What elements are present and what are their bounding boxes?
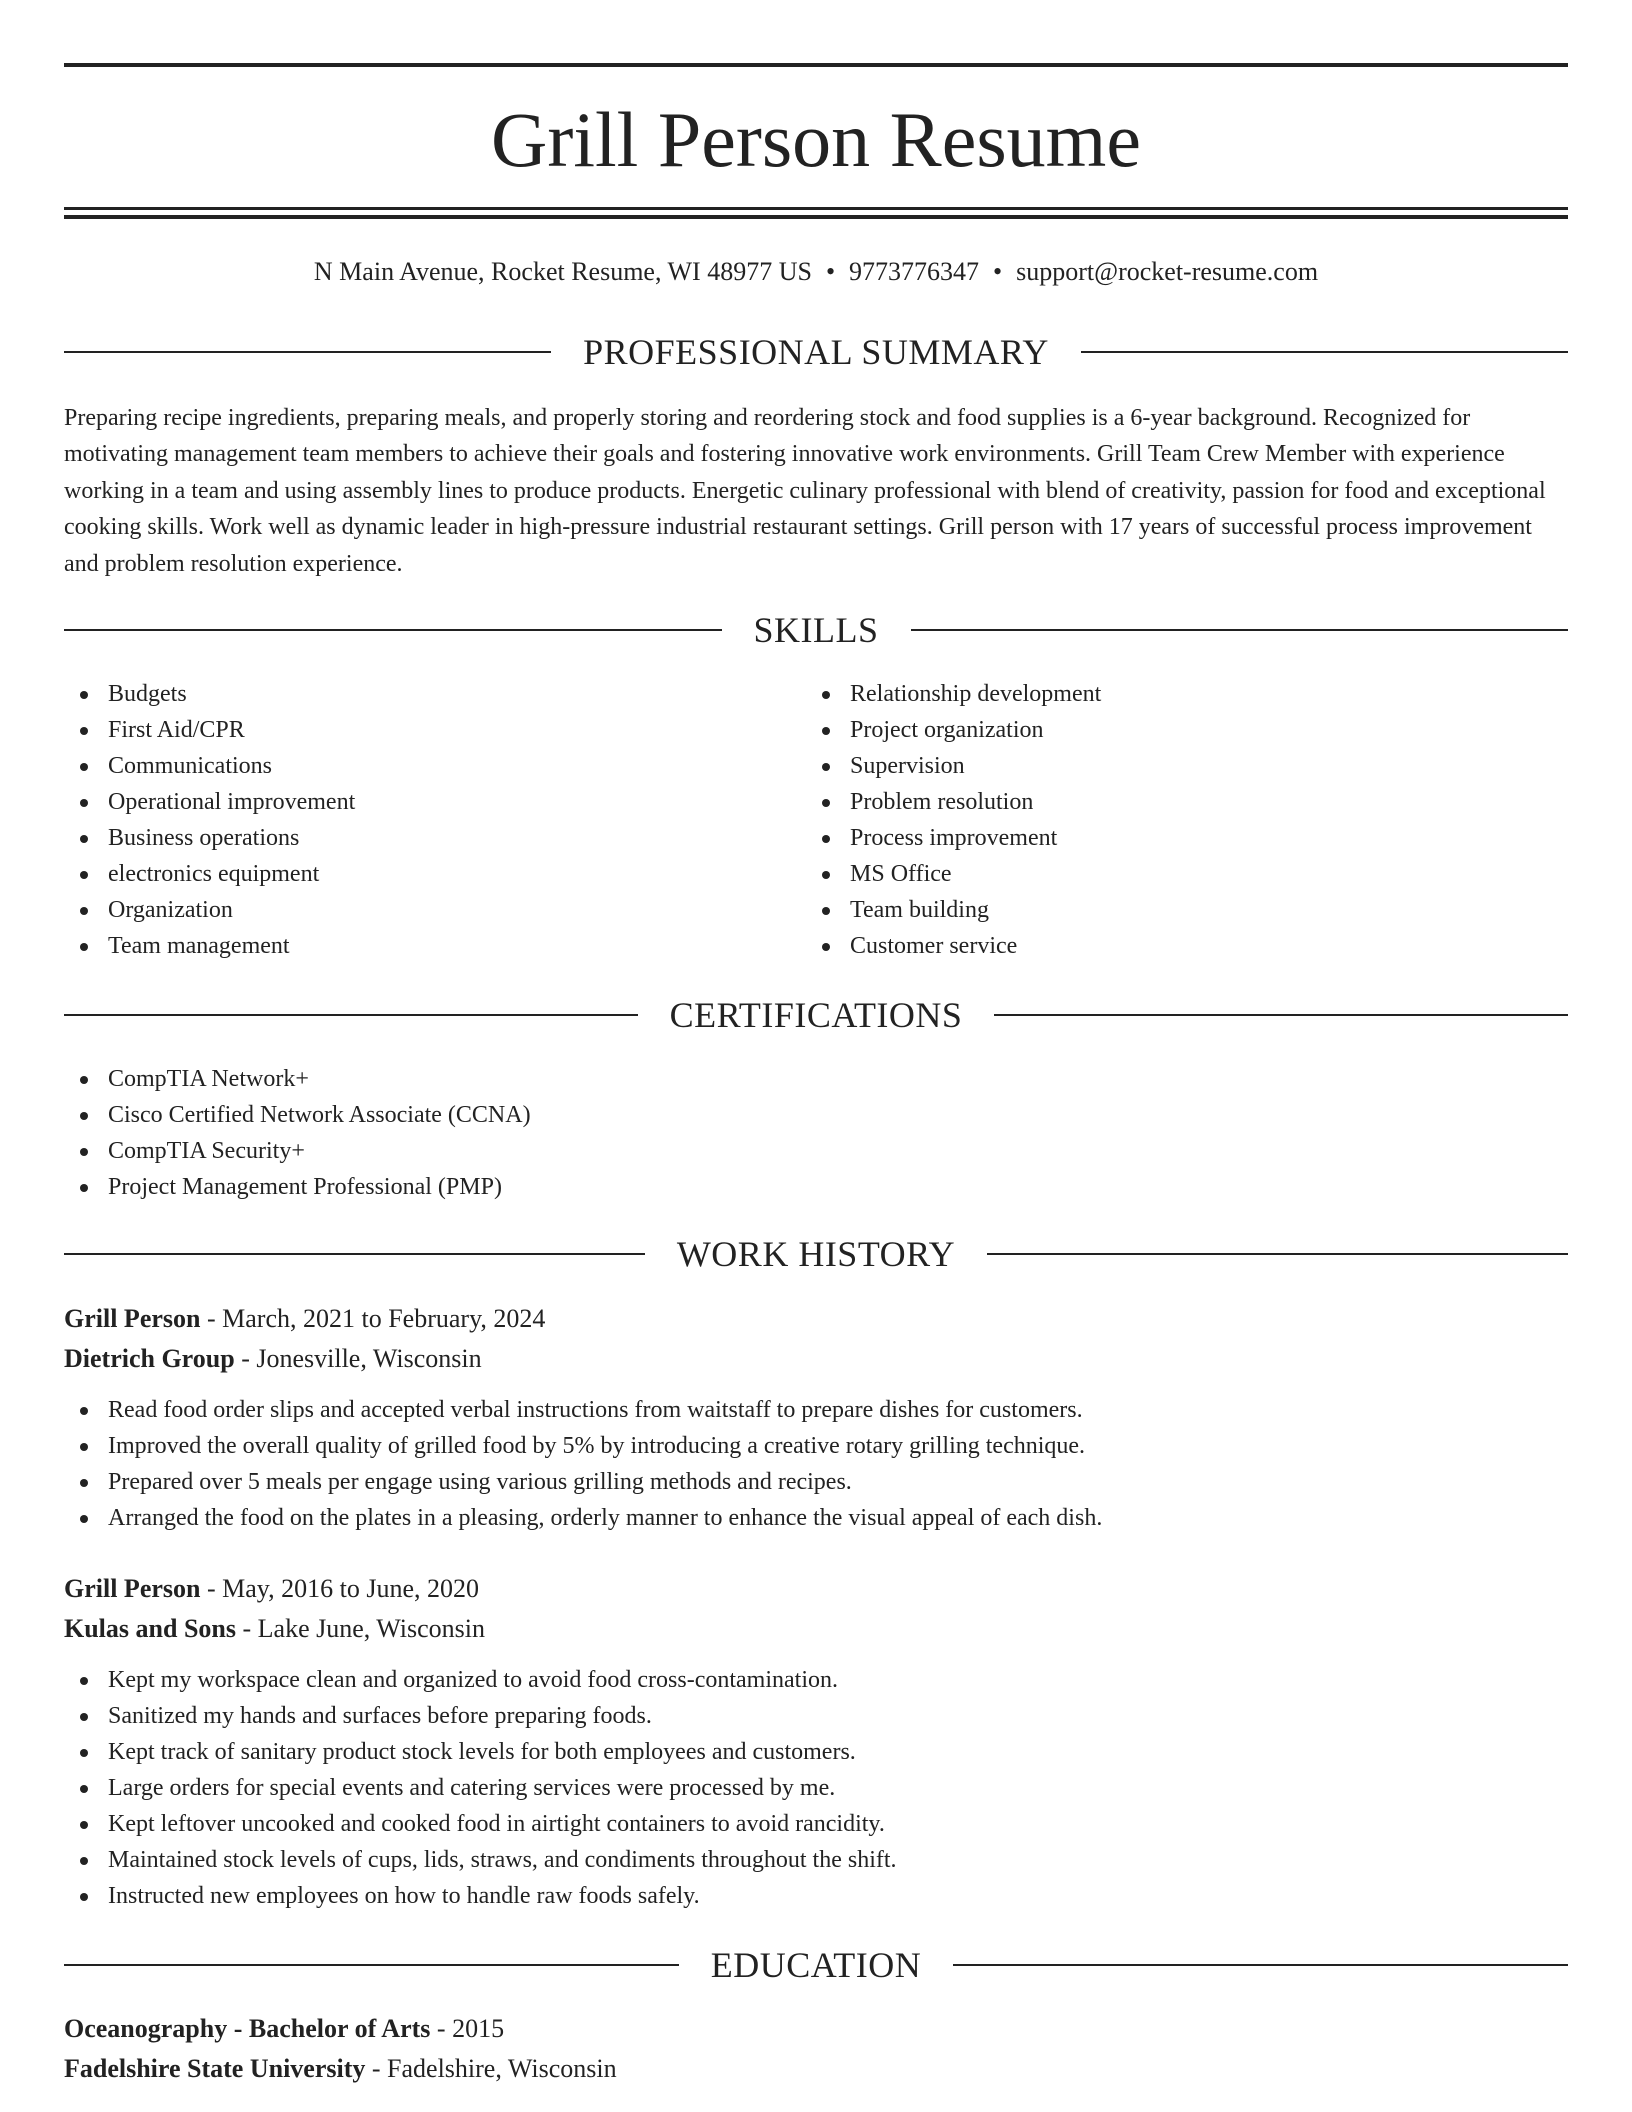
section-rule — [64, 629, 722, 631]
contact-address: N Main Avenue, Rocket Resume, WI 48977 US — [313, 257, 812, 286]
job-dates: - May, 2016 to June, 2020 — [200, 1574, 479, 1603]
job-location: - Jonesville, Wisconsin — [234, 1344, 482, 1373]
job-duty: Sanitized my hands and surfaces before preparing foods. — [64, 1698, 1464, 1734]
contact-email: support@rocket-resume.com — [1016, 257, 1319, 286]
skill-item: Team management — [64, 928, 794, 964]
job-duty: Instructed new employees on how to handle raw foods safely. — [64, 1878, 1464, 1914]
certification-item: Project Management Professional (PMP) — [64, 1169, 1064, 1205]
job-dates: - March, 2021 to February, 2024 — [200, 1304, 546, 1333]
skills-list-right — [806, 676, 1536, 964]
skill-item: Relationship development — [806, 676, 1536, 712]
job-company-line — [64, 1339, 1568, 1379]
skill-item: Business operations — [64, 820, 794, 856]
contact-line — [64, 252, 1568, 292]
certification-item: Cisco Certified Network Associate (CCNA) — [64, 1097, 1064, 1133]
skill-item: MS Office — [806, 856, 1536, 892]
skill-item: Budgets — [64, 676, 794, 712]
job-duty: Improved the overall quality of grilled food by 5% by introducing a creative rotary grilling technique. — [64, 1428, 1464, 1464]
contact-separator: • — [825, 257, 836, 286]
resume-title: Grill Person Resume — [491, 96, 1141, 183]
job-duties-list — [64, 1392, 1464, 1536]
skill-item: First Aid/CPR — [64, 712, 794, 748]
skill-item: Problem resolution — [806, 784, 1536, 820]
section-header-summary — [64, 330, 1568, 374]
education-field: Oceanography — [64, 2014, 228, 2043]
skill-item: Team building — [806, 892, 1536, 928]
job-duties-list — [64, 1662, 1464, 1914]
contact-separator: • — [993, 257, 1003, 286]
certification-item: CompTIA Network+ — [64, 1061, 1064, 1097]
contact-phone: 9773776347 — [849, 257, 980, 286]
education-school-line — [64, 2049, 1568, 2089]
education-school: Fadelshire State University — [64, 2054, 366, 2083]
education-degree: Bachelor of Arts — [248, 2014, 431, 2043]
section-title: EDUCATION — [710, 1945, 922, 1985]
title-double-rule — [64, 207, 1568, 219]
section-rule — [64, 1253, 645, 1255]
skill-item: Project organization — [806, 712, 1536, 748]
skill-item: Process improvement — [806, 820, 1536, 856]
section-rule — [1081, 351, 1568, 353]
job-company-line — [64, 1609, 1568, 1649]
section-rule — [64, 1964, 679, 1966]
section-rule — [953, 1964, 1568, 1966]
education-location: - Fadelshire, Wisconsin — [365, 2054, 617, 2083]
job-duty: Kept track of sanitary product stock levels for both employees and customers. — [64, 1734, 1464, 1770]
section-header-work-history — [64, 1232, 1568, 1276]
section-rule — [987, 1253, 1568, 1255]
skill-item: Supervision — [806, 748, 1536, 784]
job-title: Grill Person — [64, 1304, 201, 1333]
section-title: CERTIFICATIONS — [669, 995, 963, 1035]
skill-item: Communications — [64, 748, 794, 784]
skill-item: Organization — [64, 892, 794, 928]
section-header-certifications — [64, 993, 1568, 1037]
certifications-list — [64, 1061, 1064, 1205]
job-duty: Prepared over 5 meals per engage using various grilling methods and recipes. — [64, 1464, 1464, 1500]
education-degree-separator: - — [227, 2014, 249, 2043]
job-duty: Arranged the food on the plates in a pleasing, orderly manner to enhance the visual appeal of each dish. — [64, 1500, 1464, 1536]
section-title: PROFESSIONAL SUMMARY — [583, 332, 1049, 372]
job-duty: Large orders for special events and catering services were processed by me. — [64, 1770, 1464, 1806]
section-title: WORK HISTORY — [676, 1234, 956, 1274]
skills-list-left — [64, 676, 794, 964]
job-duty: Kept my workspace clean and organized to avoid food cross-contamination. — [64, 1662, 1464, 1698]
job-duty: Maintained stock levels of cups, lids, straws, and condiments throughout the shift. — [64, 1842, 1464, 1878]
job-location: - Lake June, Wisconsin — [235, 1614, 486, 1643]
job-title-line — [64, 1299, 1568, 1339]
section-rule — [911, 629, 1569, 631]
skill-item: electronics equipment — [64, 856, 794, 892]
section-rule — [64, 1014, 638, 1016]
section-rule — [994, 1014, 1568, 1016]
section-title: SKILLS — [753, 610, 879, 650]
section-header-education — [64, 1943, 1568, 1987]
job-company: Dietrich Group — [64, 1344, 235, 1373]
education-year: - 2015 — [430, 2014, 505, 2043]
certification-item: CompTIA Security+ — [64, 1133, 1064, 1169]
section-rule — [64, 351, 551, 353]
section-header-skills — [64, 608, 1568, 652]
summary-text: Preparing recipe ingredients, preparing meals, and properly storing and reordering stock and food supplies is a 6-year background. Recognized for motivating management team members to achieve their goals and fostering innovative work environments. Grill Team Crew Member with experience working in a team and using assembly lines to produce products. Energetic culinary professional with blend of creativity, passion for food and exceptional cooking skills. Work well as dynamic leader in high-pressure industrial restaurant settings. Grill person with 17 years of successful process improvement and problem resolution experience. — [64, 405, 1546, 577]
skill-item: Operational improvement — [64, 784, 794, 820]
job-duty: Kept leftover uncooked and cooked food in airtight containers to avoid rancidity. — [64, 1806, 1464, 1842]
skill-item: Customer service — [806, 928, 1536, 964]
job-title-line — [64, 1569, 1568, 1609]
job-duty: Read food order slips and accepted verbal instructions from waitstaff to prepare dishes for customers. — [64, 1392, 1464, 1428]
education-degree-line — [64, 2009, 1568, 2049]
top-rule — [64, 63, 1568, 67]
job-company: Kulas and Sons — [64, 1614, 236, 1643]
job-title: Grill Person — [64, 1574, 201, 1603]
